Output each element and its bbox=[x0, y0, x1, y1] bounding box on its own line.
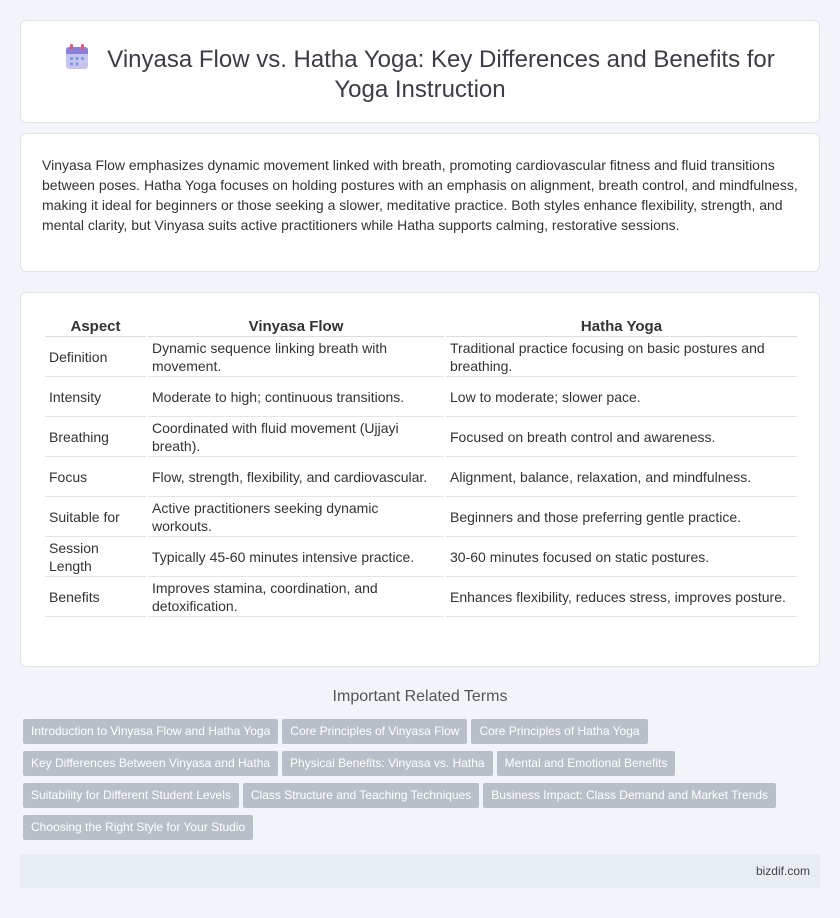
header-vinyasa: Vinyasa Flow bbox=[148, 315, 444, 337]
row-hatha: Traditional practice focusing on basic postures and breathing. bbox=[446, 337, 797, 377]
table-row bbox=[45, 537, 797, 577]
row-vinyasa: Active practitioners seeking dynamic workouts. bbox=[148, 497, 444, 537]
footer bbox=[20, 854, 820, 888]
row-vinyasa: Coordinated with fluid movement (Ujjayi breath). bbox=[148, 417, 444, 457]
related-term-tag[interactable]: Mental and Emotional Benefits bbox=[497, 751, 676, 776]
row-hatha: Enhances flexibility, reduces stress, improves posture. bbox=[446, 577, 797, 617]
related-term-tag[interactable]: Business Impact: Class Demand and Market Trends bbox=[483, 783, 776, 808]
page-title bbox=[51, 44, 789, 105]
calendar-icon bbox=[65, 44, 89, 70]
row-hatha: Low to moderate; slower pace. bbox=[446, 377, 797, 417]
table-row bbox=[45, 497, 797, 537]
related-term-tag[interactable]: Key Differences Between Vinyasa and Hatha bbox=[23, 751, 278, 776]
title-card bbox=[20, 20, 820, 123]
row-aspect: Definition bbox=[45, 337, 146, 377]
row-hatha: Focused on breath control and awareness. bbox=[446, 417, 797, 457]
table-header-row bbox=[45, 315, 797, 337]
related-term-tag[interactable]: Class Structure and Teaching Techniques bbox=[243, 783, 479, 808]
related-term-tag[interactable]: Core Principles of Vinyasa Flow bbox=[282, 719, 467, 744]
row-hatha: 30-60 minutes focused on static postures. bbox=[446, 537, 797, 577]
table-row bbox=[45, 417, 797, 457]
footer-brand[interactable]: bizdif.com bbox=[755, 864, 810, 878]
related-term-tag[interactable]: Introduction to Vinyasa Flow and Hatha Yoga bbox=[23, 719, 278, 744]
row-aspect: Focus bbox=[45, 457, 146, 497]
row-aspect: Intensity bbox=[45, 377, 146, 417]
intro-paragraph: Vinyasa Flow emphasizes dynamic movement linked with breath, promoting cardiovascular fitness and fluid transitions between poses. Hatha Yoga focuses on holding postures with an emphasis on alignment, breath control, and mindfulness, making it ideal for beginners or those seeking a slower, meditative practice. Both styles enhance flexibility, strength, and mental clarity, but Vinyasa suits active practitioners while Hatha supports calming, restorative sessions. bbox=[42, 157, 798, 233]
row-hatha: Alignment, balance, relaxation, and mindfulness. bbox=[446, 457, 797, 497]
related-term-tag[interactable]: Physical Benefits: Vinyasa vs. Hatha bbox=[282, 751, 493, 776]
row-aspect: Suitable for bbox=[45, 497, 146, 537]
row-hatha: Beginners and those preferring gentle practice. bbox=[446, 497, 797, 537]
header-aspect: Aspect bbox=[45, 315, 146, 337]
related-term-tag[interactable]: Suitability for Different Student Levels bbox=[23, 783, 239, 808]
row-aspect: Breathing bbox=[45, 417, 146, 457]
comparison-card bbox=[20, 292, 820, 667]
related-terms-list bbox=[23, 719, 813, 847]
row-vinyasa: Dynamic sequence linking breath with movement. bbox=[148, 337, 444, 377]
related-term-tag[interactable]: Choosing the Right Style for Your Studio bbox=[23, 815, 253, 840]
page-title-text: Vinyasa Flow vs. Hatha Yoga: Key Differences and Benefits for Yoga Instruction bbox=[107, 46, 775, 103]
header-hatha: Hatha Yoga bbox=[446, 315, 797, 337]
table-row bbox=[45, 337, 797, 377]
row-vinyasa: Flow, strength, flexibility, and cardiovascular. bbox=[148, 457, 444, 497]
row-vinyasa: Typically 45-60 minutes intensive practice. bbox=[148, 537, 444, 577]
comparison-table bbox=[43, 315, 799, 617]
table-row bbox=[45, 457, 797, 497]
related-term-tag[interactable]: Core Principles of Hatha Yoga bbox=[471, 719, 647, 744]
row-vinyasa: Improves stamina, coordination, and detoxification. bbox=[148, 577, 444, 617]
intro-card bbox=[20, 133, 820, 272]
related-terms-title: Important Related Terms bbox=[332, 688, 508, 705]
row-aspect: Session Length bbox=[45, 537, 146, 577]
table-row bbox=[45, 577, 797, 617]
row-vinyasa: Moderate to high; continuous transitions. bbox=[148, 377, 444, 417]
table-row bbox=[45, 377, 797, 417]
row-aspect: Benefits bbox=[45, 577, 146, 617]
